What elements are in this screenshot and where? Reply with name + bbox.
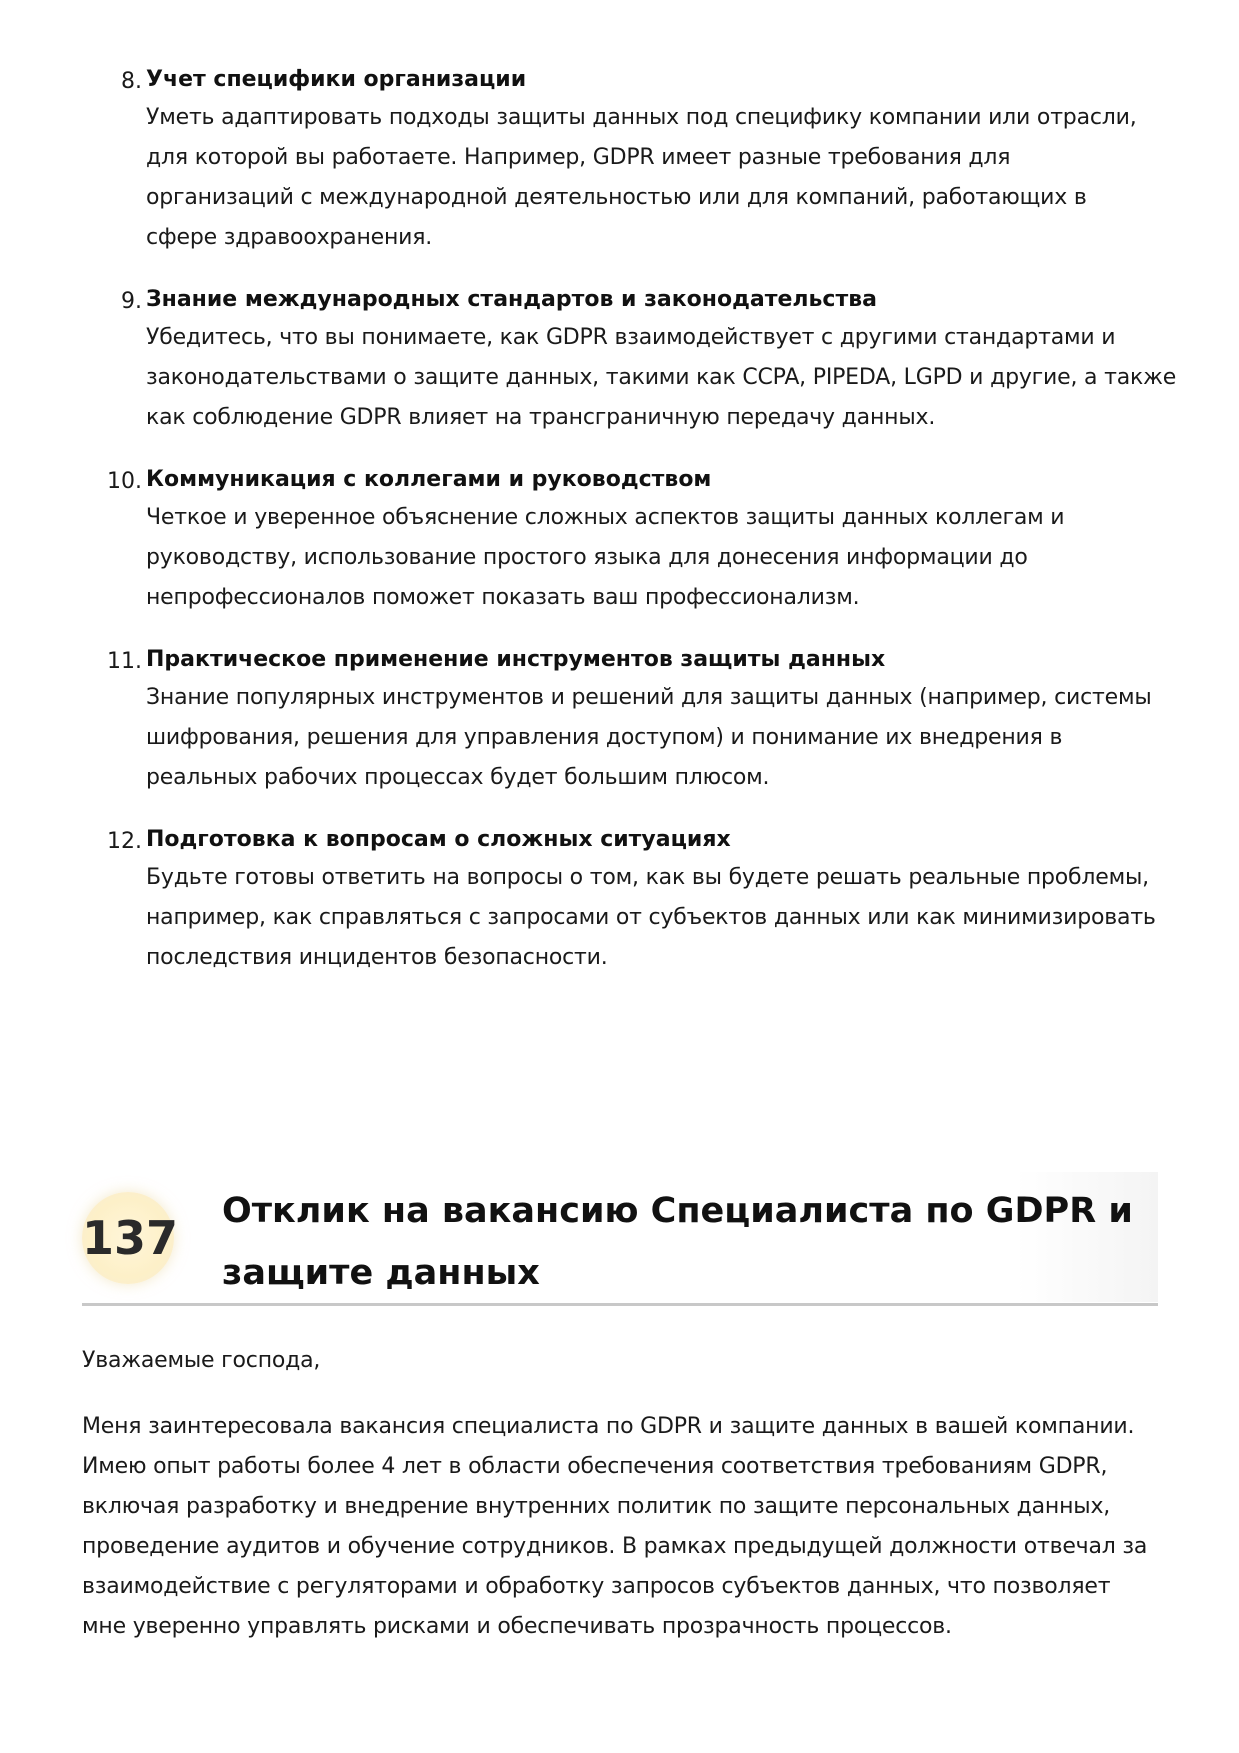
section-number-badge: 137 [82,1192,174,1284]
body-line: Уметь адаптировать подходы защиты данных под специфику компании или отрасли, [146,105,1137,130]
paragraph-line: Меня заинтересовала вакансия специалиста по GDPR и защите данных в вашей компании. [82,1414,1135,1439]
body-line: Знание популярных инструментов и решений для защиты данных (например, системы [146,685,1152,710]
section-divider [82,1303,1158,1306]
body-line: организаций с международной деятельностью или для компаний, работающих в [146,185,1087,210]
list-item-title: Знание международных стандартов и законодательства [146,287,877,312]
list-item-number: 8. [121,69,142,94]
body-line: Убедитесь, что вы понимаете, как GDPR взаимодействует с другими стандартами и [146,325,1116,350]
body-line: руководству, использование простого языка для донесения информации до [146,545,1028,570]
body-line: Четкое и уверенное объяснение сложных аспектов защиты данных коллегам и [146,505,1065,530]
list-item-title: Учет специфики организации [146,67,527,92]
body-line: Будьте готовы ответить на вопросы о том, как вы будете решать реальные проблемы, [146,865,1149,890]
list-item [0,822,1239,978]
body-line: реальных рабочих процессах будет большим плюсом. [146,765,770,790]
section-title [222,1180,1133,1304]
letter-body [82,1341,1158,1647]
body-line: для которой вы работаете. Например, GDPR имеет разные требования для [146,145,1011,170]
section-title-line: защите данных [222,1253,540,1293]
paragraph-line: взаимодействие с регуляторами и обработку запросов субъектов данных, что позволяет [82,1574,1111,1599]
list-item-number: 9. [121,289,142,314]
list-item [0,462,1239,618]
list-item-number: 10. [107,469,142,494]
section-title-line: Отклик на вакансию Специалиста по GDPR и [222,1191,1133,1231]
list-item-number: 11. [107,649,142,674]
list-item [0,62,1239,258]
letter-greeting: Уважаемые господа, [82,1348,321,1373]
list-item [0,282,1239,438]
numbered-list [0,62,1239,1002]
list-item-body [146,498,1166,618]
list-item-body [146,98,1166,258]
list-item-title: Коммуникация с коллегами и руководством [146,467,712,492]
list-item [0,642,1239,798]
body-line: законодательствами о защите данных, такими как CCPA, PIPEDA, LGPD и другие, а также [146,365,1177,390]
body-line: например, как справляться с запросами от субъектов данных или как минимизировать [146,905,1156,930]
body-line: сфере здравоохранения. [146,225,433,250]
paragraph-line: включая разработку и внедрение внутренних политик по защите персональных данных, [82,1494,1111,1519]
paragraph-line: проведение аудитов и обучение сотрудников. В рамках предыдущей должности отвечал за [82,1534,1148,1559]
body-line: как соблюдение GDPR влияет на трансграничную передачу данных. [146,405,936,430]
list-item-title: Практическое применение инструментов защиты данных [146,647,886,672]
list-item-title: Подготовка к вопросам о сложных ситуациях [146,827,731,852]
paragraph-line: Имею опыт работы более 4 лет в области обеспечения соответствия требованиям GDPR, [82,1454,1108,1479]
list-item-number: 12. [107,829,142,854]
list-item-body [146,318,1177,438]
body-line: непрофессионалов поможет показать ваш профессионализм. [146,585,860,610]
section-header [82,1172,1158,1306]
list-item-body [146,678,1166,798]
letter-paragraph [82,1407,1158,1647]
list-item-body [146,858,1166,978]
body-line: шифрования, решения для управления доступом) и понимание их внедрения в [146,725,1063,750]
paragraph-line: мне уверенно управлять рисками и обеспечивать прозрачность процессов. [82,1614,952,1639]
body-line: последствия инцидентов безопасности. [146,945,608,970]
